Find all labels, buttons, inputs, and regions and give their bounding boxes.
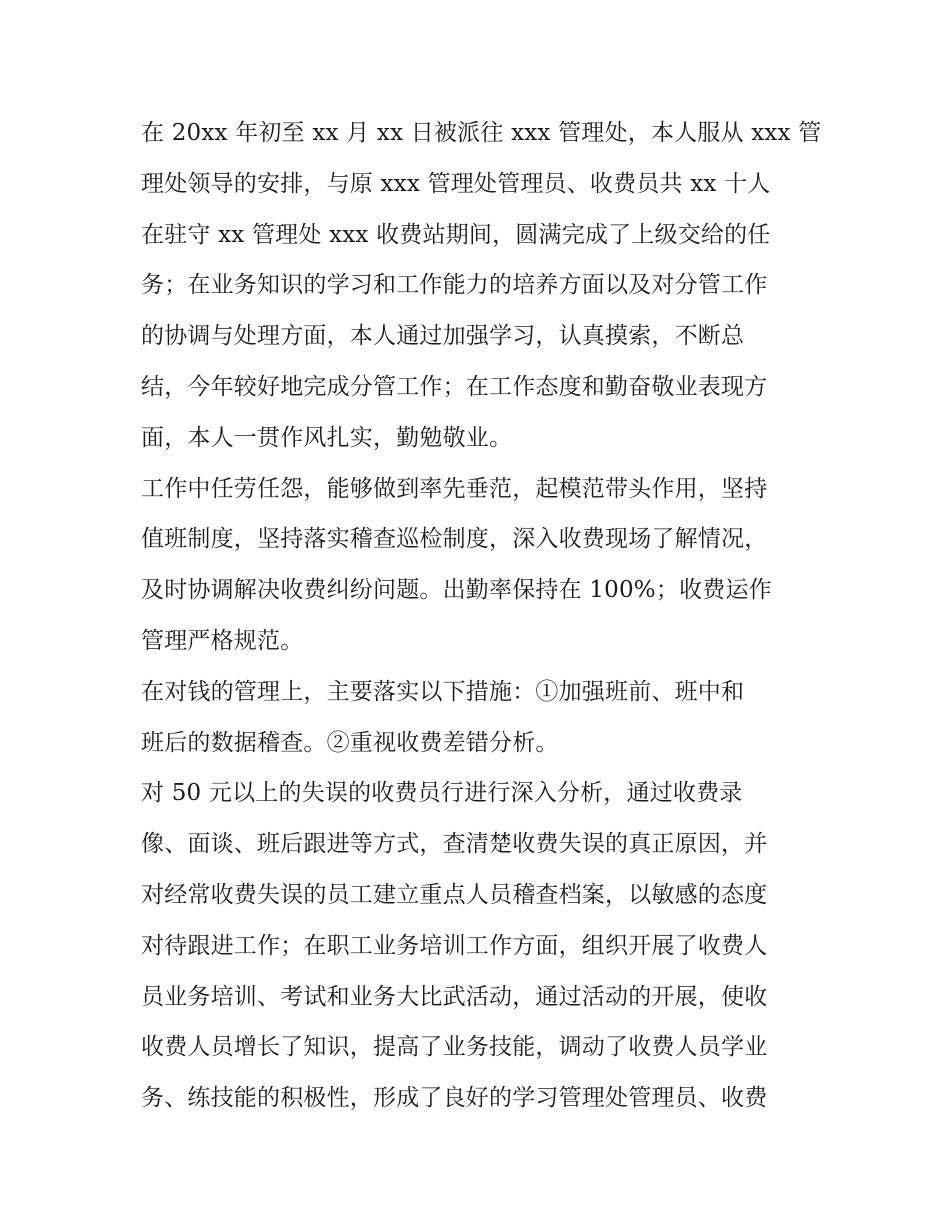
text-line: 像、面谈、班后跟进等方式，查清楚收费失误的真正原因，并	[141, 831, 768, 858]
text-line: 务、练技能的积极性，形成了良好的学习管理处管理员、收费	[141, 1085, 768, 1112]
text-line: 班后的数据稽查。②重视收费差错分析。	[141, 729, 559, 756]
text-line: 对 50 元以上的失误的收费员行进行深入分析，通过收费录	[141, 780, 743, 807]
text-line: 理处领导的安排，与原 xxx 管理处管理员、收费员共 xx 十人	[141, 170, 771, 197]
text-line: 收费人员增长了知识，提高了业务技能，调动了收费人员学业	[141, 1034, 768, 1061]
text-line: 在 20xx 年初至 xx 月 xx 日被派往 xxx 管理处，本人服从 xxx 管	[141, 120, 822, 146]
text-line: 在驻守 xx 管理处 xxx 收费站期间，圆满完成了上级交给的任	[141, 221, 771, 248]
document-body	[141, 108, 821, 1124]
text-line: 务；在业务知识的学习和工作能力的培养方面以及对分管工作	[141, 272, 768, 299]
text-line: 面，本人一贯作风扎实，勤勉敬业。	[141, 424, 513, 451]
text-line: 值班制度，坚持落实稽查巡检制度，深入收费现场了解情况，	[141, 526, 768, 553]
text-line: 员业务培训、考试和业务大比武活动，通过活动的开展，使收	[141, 983, 768, 1010]
text-line: 结，今年较好地完成分管工作；在工作态度和勤奋敬业表现方	[141, 373, 768, 400]
text-line: 管理严格规范。	[141, 627, 304, 654]
text-line: 对经常收费失误的员工建立重点人员稽查档案，以敏感的态度	[141, 881, 768, 908]
text-line: 工作中任劳任怨，能够做到率先垂范，起模范带头作用，坚持	[141, 475, 768, 502]
text-line: 及时协调解决收费纠纷问题。出勤率保持在 100%；收费运作	[141, 577, 772, 604]
text-line: 的协调与处理方面，本人通过加强学习，认真摸索，不断总	[141, 323, 745, 350]
text-line: 在对钱的管理上，主要落实以下措施：①加强班前、班中和	[141, 678, 745, 705]
text-line: 对待跟进工作；在职工业务培训工作方面，组织开展了收费人	[141, 932, 768, 959]
